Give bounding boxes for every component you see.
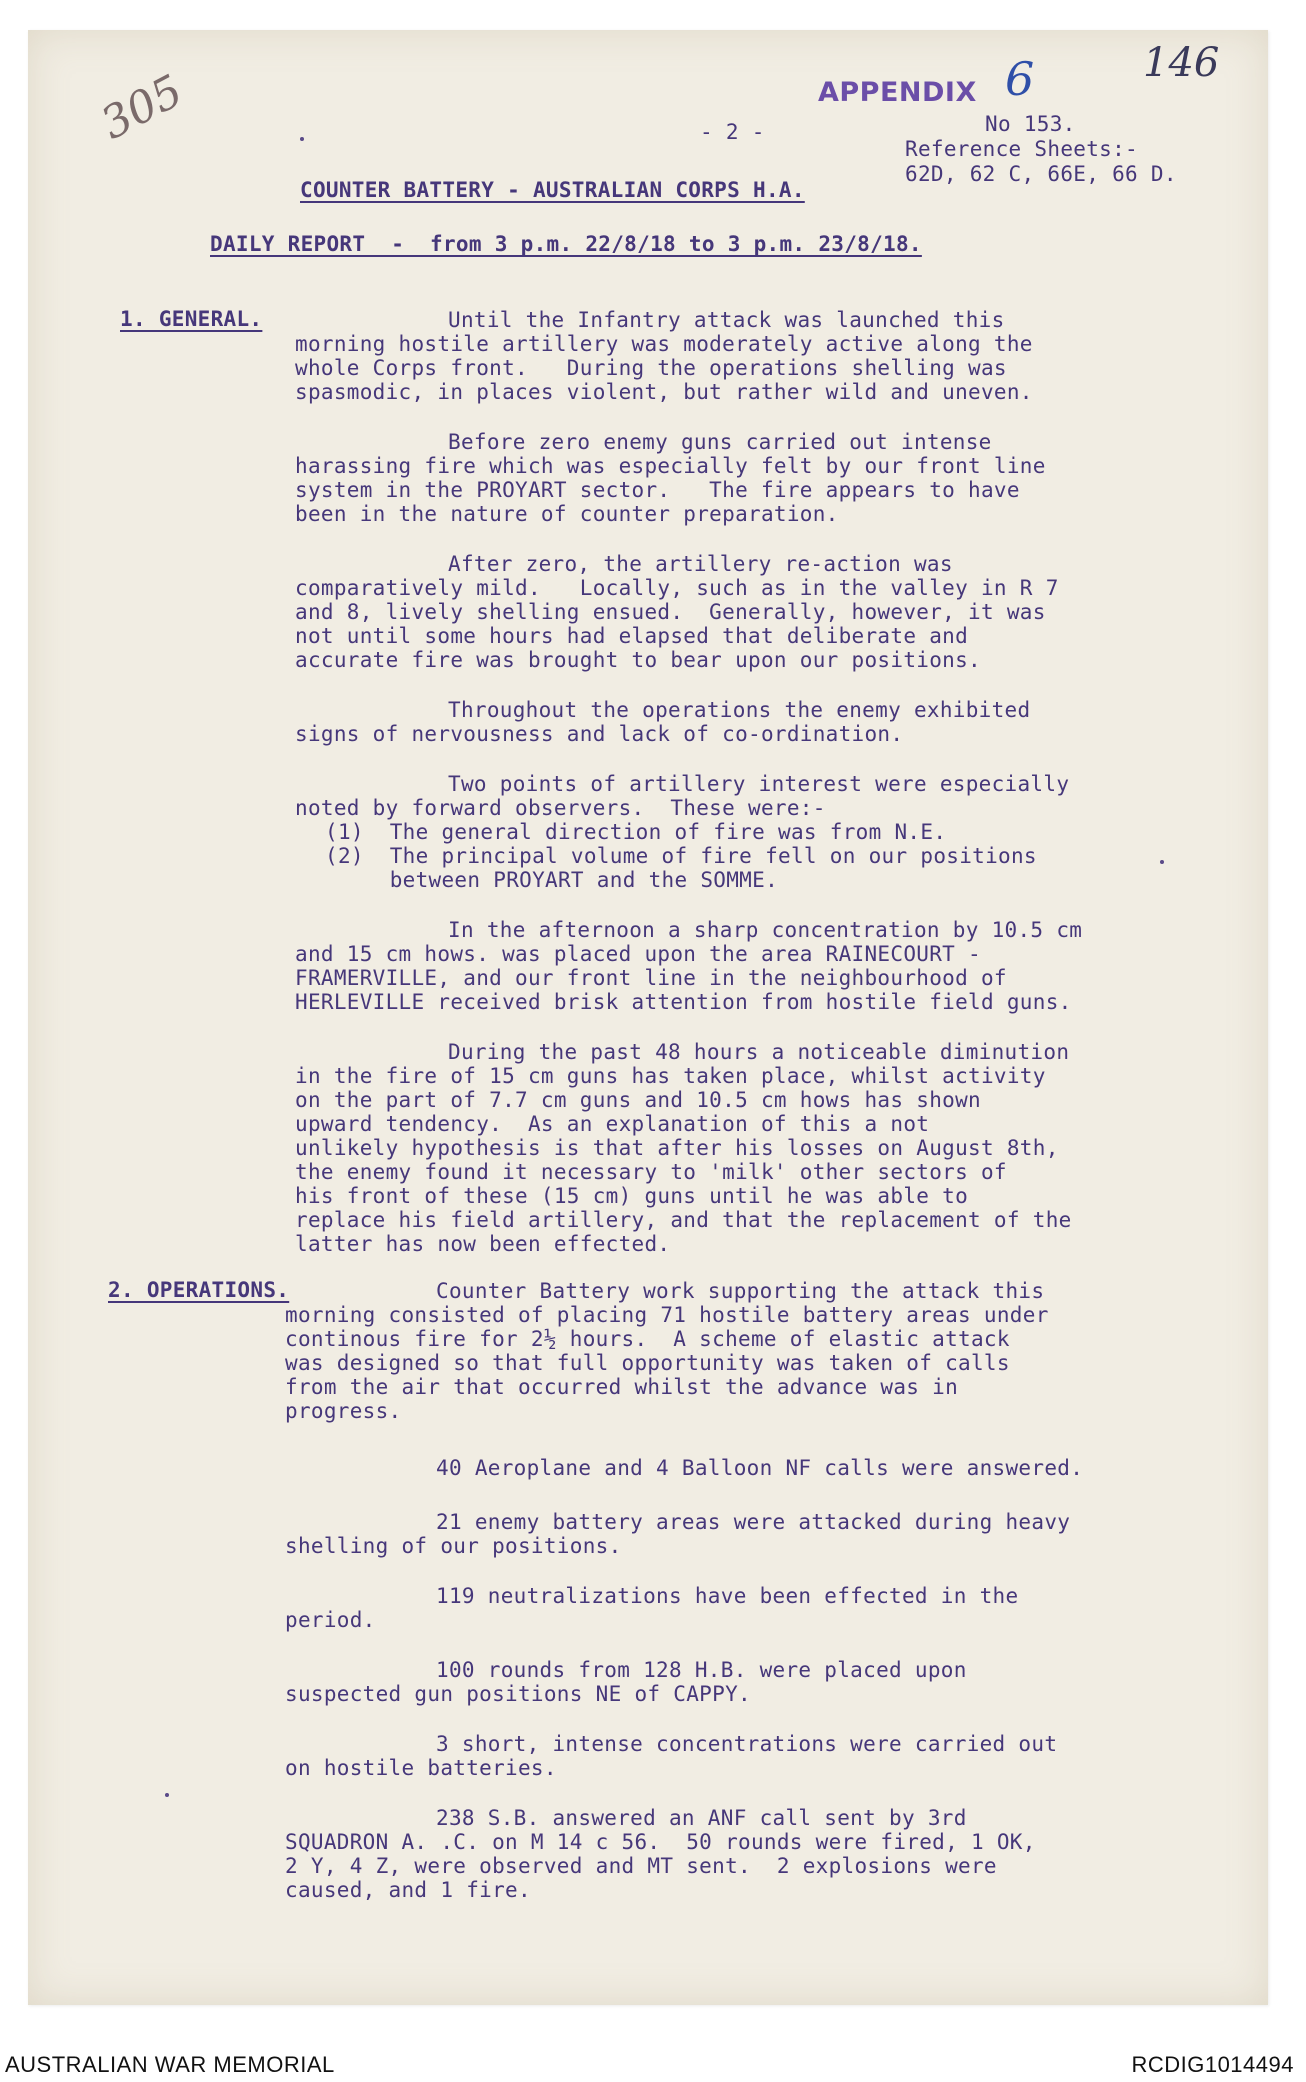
footer-credit: AUSTRALIAN WAR MEMORIAL <box>5 2052 335 2077</box>
ink-mark <box>300 137 304 141</box>
section-heading-general: 1. GENERAL. <box>120 307 263 331</box>
page-marker: - 2 - <box>700 120 765 144</box>
unit-title: COUNTER BATTERY - AUSTRALIAN CORPS H.A. <box>300 178 805 202</box>
appendix-number: 6 <box>1005 52 1035 106</box>
reference-sheets-label: Reference Sheets:- <box>905 137 1138 161</box>
reference-number: No 153. <box>985 112 1076 136</box>
report-title: DAILY REPORT - from 3 p.m. 22/8/18 to 3 p.m. 23/8/18. <box>210 232 922 256</box>
folio-number: 146 <box>1143 40 1220 86</box>
footer-image-id: RCDIG1014494 <box>1131 2052 1294 2077</box>
appendix-stamp <box>818 77 977 108</box>
section-heading-operations: 2. OPERATIONS. <box>108 1278 290 1302</box>
appendix-label: APPENDIX <box>818 77 977 108</box>
reference-sheets: 62D, 62 C, 66E, 66 D. <box>905 162 1177 186</box>
margin-number: 305 <box>92 65 192 150</box>
ink-mark <box>165 1793 169 1797</box>
ink-mark <box>1160 860 1164 864</box>
